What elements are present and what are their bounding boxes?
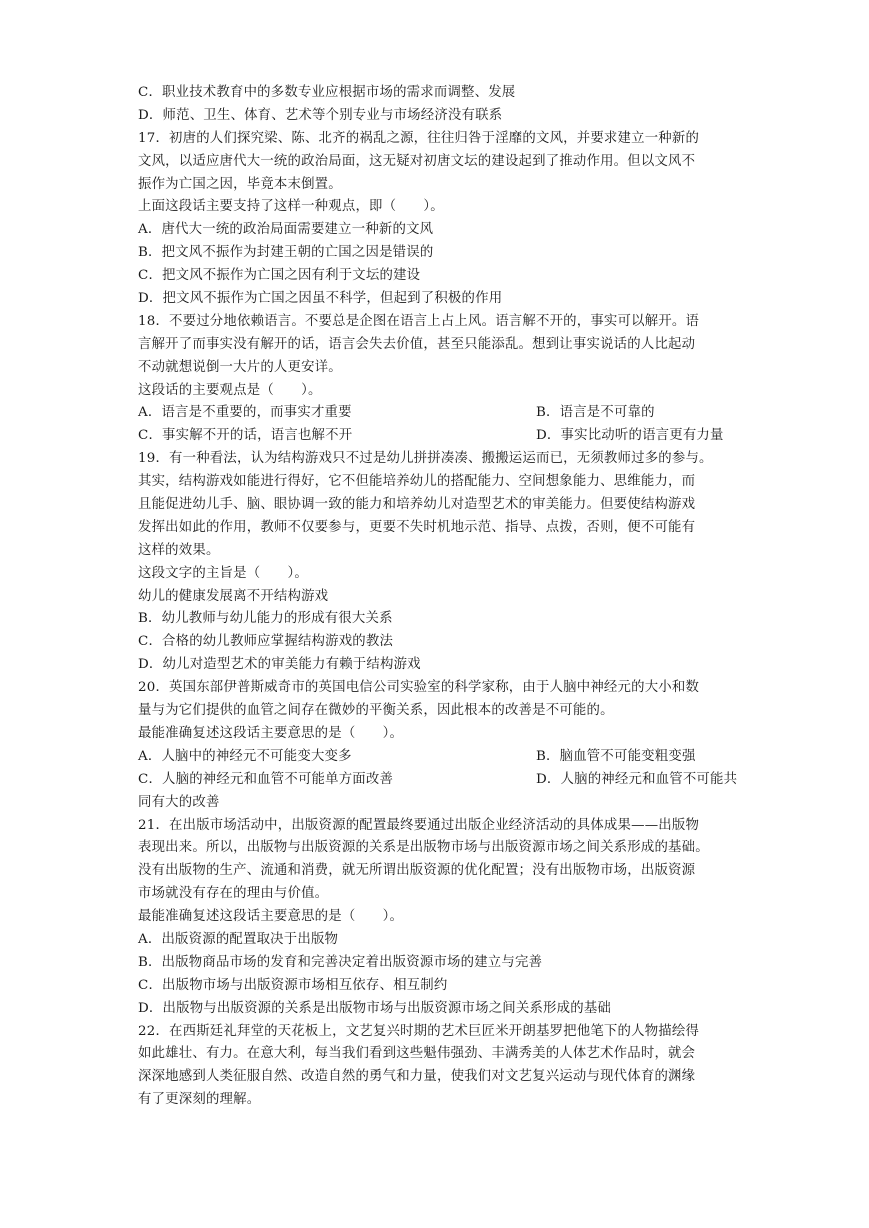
question-text-line: 量与为它们提供的血管之间存在微妙的平衡关系，因此根本的改善是不可能的。 bbox=[138, 703, 614, 719]
option-a: 幼儿的健康发展离不开结构游戏 bbox=[138, 588, 329, 604]
question-text-line: 且能促进幼儿手、脑、眼协调一致的能力和培养幼儿对造型艺术的审美能力。但要使结构游戏 bbox=[138, 497, 696, 513]
question-text-line: 发挥出如此的作用，教师不仅要参与，更要不失时机地示范、指导、点拨，否则，便不可能有 bbox=[138, 519, 696, 535]
option-d: D．事实比动听的语言更有力量 bbox=[536, 428, 724, 444]
question-prompt: 上面这段话主要支持了这样一种观点，即（ ）。 bbox=[138, 199, 444, 215]
question-19 bbox=[138, 448, 770, 677]
option-row bbox=[138, 402, 770, 425]
question-text-line: 有了更深刻的理解。 bbox=[138, 1092, 261, 1108]
question-text-line: 20．英国东部伊普斯威奇市的英国电信公司实验室的科学家称，由于人脑中神经元的大小和数 bbox=[138, 680, 700, 696]
option-row bbox=[138, 746, 770, 769]
option-a: A．唐代大一统的政治局面需要建立一种新的文风 bbox=[138, 222, 434, 238]
option-b: B．把文风不振作为封建王朝的亡国之因是错误的 bbox=[138, 245, 434, 261]
option-c: C．人脑的神经元和血管不可能单方面改善 bbox=[138, 771, 394, 787]
question-21 bbox=[138, 815, 770, 1021]
option-c: C．事实解不开的话，语言也解不开 bbox=[138, 428, 353, 444]
exam-page bbox=[138, 82, 770, 1112]
question-prompt: 最能准确复述这段话主要意思的是（ ）。 bbox=[138, 725, 404, 741]
question-text-line: 没有出版物的生产、流通和消费，就无所谓出版资源的优化配置；没有出版物市场，出版资源 bbox=[138, 863, 696, 879]
option-b: B．语言是不可靠的 bbox=[536, 405, 655, 421]
question-22 bbox=[138, 1021, 770, 1113]
option-a: A．语言是不重要的，而事实才重要 bbox=[138, 405, 352, 421]
prev-option-d: D．师范、卫生、体育、艺术等个别专业与市场经济没有联系 bbox=[138, 107, 503, 123]
option-b: B．出版物商品市场的发育和完善决定着出版资源市场的建立与完善 bbox=[138, 954, 543, 970]
question-text-line: 如此雄壮、有力。在意大利，每当我们看到这些魁伟强劲、丰满秀美的人体艺术作品时，就会 bbox=[138, 1046, 696, 1062]
question-18 bbox=[138, 311, 770, 448]
question-text-line: 文风，以适应唐代大一统的政治局面，这无疑对初唐文坛的建设起到了推动作用。但以文风不 bbox=[138, 153, 696, 169]
option-a: A．人脑中的神经元不可能变大变多 bbox=[138, 748, 352, 764]
option-row bbox=[138, 425, 770, 448]
option-d: D．把文风不振作为亡国之因虽不科学，但起到了积极的作用 bbox=[138, 291, 503, 307]
question-text-line: 市场就没有存在的理由与价值。 bbox=[138, 886, 329, 902]
question-text-line: 其实，结构游戏如能进行得好，它不但能培养幼儿的搭配能力、空间想象能力、思维能力，而 bbox=[138, 474, 696, 490]
question-20 bbox=[138, 677, 770, 814]
question-prompt: 这段话的主要观点是（ ）。 bbox=[138, 382, 322, 398]
question-prompt: 最能准确复述这段话主要意思的是（ ）。 bbox=[138, 909, 404, 925]
option-d-continued: 同有大的改善 bbox=[138, 794, 220, 810]
question-text-line: 深深地感到人类征服自然、改造自然的勇气和力量，使我们对文艺复兴运动与现代体育的渊缘 bbox=[138, 1069, 696, 1085]
question-text-line: 22．在西斯廷礼拜堂的天花板上，文艺复兴时期的艺术巨匠米开朗基罗把他笔下的人物描绘得 bbox=[138, 1023, 700, 1039]
option-d: D．人脑的神经元和血管不可能共 bbox=[536, 771, 738, 787]
option-b: B．幼儿教师与幼儿能力的形成有很大关系 bbox=[138, 611, 393, 627]
prev-option-c: C．职业技术教育中的多数专业应根据市场的需求而调整、发展 bbox=[138, 85, 516, 100]
question-text-line: 21．在出版市场活动中，出版资源的配置最终要通过出版企业经济活动的具体成果——出版物 bbox=[138, 817, 700, 833]
question-text-line: 这样的效果。 bbox=[138, 542, 220, 558]
question-text-line: 18．不要过分地依赖语言。不要总是企图在语言上占上风。语言解不开的，事实可以解开。语 bbox=[138, 313, 700, 329]
question-text-line: 言解开了而事实没有解开的话，语言会失去价值，甚至只能添乱。想到让事实说话的人比起动 bbox=[138, 336, 696, 352]
question-text-line: 19．有一种看法，认为结构游戏只不过是幼儿拼拼凑凑、搬搬运运而已，无须教师过多的参与。 bbox=[138, 451, 713, 467]
option-d: D．出版物与出版资源的关系是出版物市场与出版资源市场之间关系形成的基础 bbox=[138, 1000, 612, 1016]
option-row bbox=[138, 769, 770, 792]
question-text-line: 17．初唐的人们探究梁、陈、北齐的祸乱之源，往往归咎于淫靡的文风，并要求建立一种新的 bbox=[138, 130, 700, 146]
option-a: A．出版资源的配置取决于出版物 bbox=[138, 931, 339, 947]
question-prompt: 这段文字的主旨是（ ）。 bbox=[138, 565, 308, 581]
question-17 bbox=[138, 128, 770, 311]
option-c: C．出版物市场与出版资源市场相互依存、相互制约 bbox=[138, 977, 448, 993]
question-text-line: 振作为亡国之因，毕竟本末倒置。 bbox=[138, 176, 342, 192]
option-b: B．脑血管不可能变粗变强 bbox=[536, 748, 696, 764]
question-text-line: 表现出来。所以，出版物与出版资源的关系是出版物市场与出版资源市场之间关系形成的基础。 bbox=[138, 840, 709, 856]
option-c: C．把文风不振作为亡国之因有利于文坛的建设 bbox=[138, 268, 421, 284]
option-c: C．合格的幼儿教师应掌握结构游戏的教法 bbox=[138, 634, 394, 650]
option-d: D．幼儿对造型艺术的审美能力有赖于结构游戏 bbox=[138, 657, 421, 673]
question-text-line: 不动就想说倒一大片的人更安详。 bbox=[138, 359, 342, 375]
